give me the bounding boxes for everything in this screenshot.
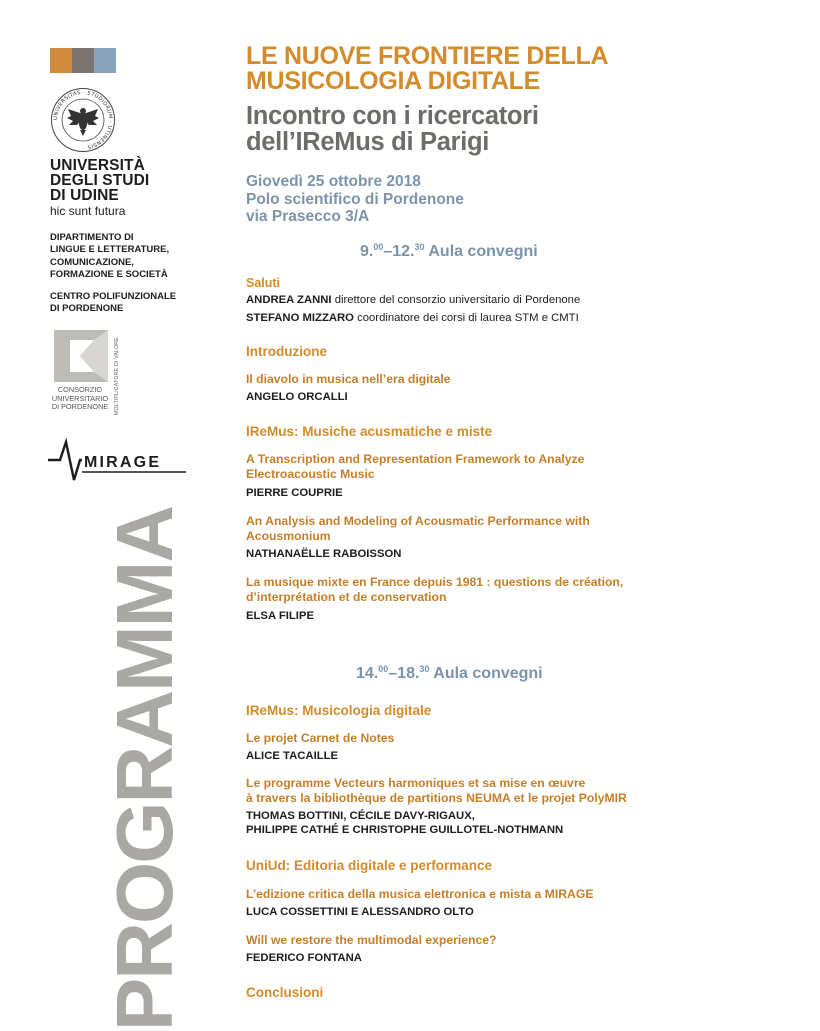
talk-speaker: LUCA COSSETTINI E ALESSANDRO OLTO — [246, 906, 474, 918]
morning-session-heading — [360, 242, 820, 261]
intro-heading: Introduzione — [246, 344, 327, 359]
department-name — [50, 232, 230, 281]
speaker-name: ANDREA ZANNI — [246, 294, 332, 306]
consorzio-line: UNIVERSITARIO — [51, 393, 109, 403]
mirage-logo-text: MIRAGE — [84, 454, 162, 471]
talk-speaker: ALICE TACAILLE — [246, 750, 339, 762]
uniud-heading: UniUd: Editoria digitale e performance — [246, 858, 493, 873]
iremus-digitale-heading: IReMus: Musicologia digitale — [246, 703, 432, 718]
talk-title: Il diavolo in musica nell’era digitale — [246, 372, 451, 386]
afternoon-end-minutes: 30 — [419, 664, 430, 674]
seal-text: UNIVERSITAS · STUDIORUM · UTINENSIS — [52, 89, 114, 150]
talk-speaker-line: PHILIPPE CATHÉ E CHRISTOPHE GUILLOTEL-NOTHMANN — [246, 824, 564, 836]
department-line: DIPARTIMENTO DI — [50, 232, 134, 243]
subtitle-line: Incontro con i ricercatori — [246, 102, 539, 130]
talk-title-line: La musique mixte en France depuis 1981 : questions de création, — [246, 575, 624, 589]
morning-start-minutes: 00 — [373, 242, 384, 252]
talk-title-line: A Transcription and Representation Framework to Analyze — [246, 452, 585, 466]
talk-title-line: An Analysis and Modeling of Acousmatic Performance with — [246, 514, 590, 528]
talk-title-line: d’interprétation et de conservation — [246, 589, 447, 604]
talk-title — [246, 776, 696, 805]
speaker-role: direttore del consorzio universitario di Pordenone — [331, 294, 581, 306]
title-line: MUSICOLOGIA DIGITALE — [246, 67, 540, 95]
saluti-heading: Saluti — [246, 276, 281, 290]
talk-title: Will we restore the multimodal experience? — [246, 933, 497, 947]
event-info — [246, 173, 706, 226]
page-subtitle — [246, 103, 706, 155]
department-line: FORMAZIONE E SOCIETÀ — [50, 268, 168, 280]
university-name — [50, 158, 230, 203]
talk-speakers — [246, 809, 706, 837]
talk-title-line: Le programme Vecteurs harmoniques et sa mise en œuvre — [246, 776, 586, 790]
morning-end-minutes: 30 — [414, 242, 425, 252]
talk-speaker: NATHANAËLLE RABOISSON — [246, 548, 402, 560]
conclusioni-heading: Conclusioni — [246, 985, 324, 1000]
university-name-line: DEGLI STUDI — [50, 172, 150, 189]
talk-title-line: Electroacoustic Music — [246, 466, 375, 481]
afternoon-start: 14. — [356, 665, 379, 682]
department-line: LINGUE E LETTERATURE, — [50, 244, 170, 256]
talk-speaker-line: THOMAS BOTTINI, CÉCILE DAVY-RIGAUX, — [246, 810, 475, 822]
page-title — [246, 44, 706, 94]
university-motto: hic sunt futura — [50, 204, 126, 218]
subtitle-line: dell’IReMus di Parigi — [246, 128, 490, 156]
centre-line: CENTRO POLIFUNZIONALE — [50, 291, 177, 302]
color-bar-orange — [50, 48, 72, 73]
morning-dash: –12. — [383, 243, 415, 260]
centre-name — [50, 291, 230, 316]
morning-start: 9. — [360, 243, 374, 260]
color-bar-grey — [72, 48, 94, 73]
morning-room: Aula convegni — [424, 243, 538, 260]
consorzio-tagline: MOLTIPLICATORE DI VALORE — [114, 337, 120, 415]
event-date: Giovedì 25 ottobre 2018 — [246, 173, 421, 190]
programma-word: PROGRAMMA — [100, 506, 189, 1031]
consorzio-name — [50, 386, 110, 412]
consorzio-line: CONSORZIO — [57, 385, 103, 394]
speaker-line — [246, 293, 706, 307]
talk-title — [246, 514, 696, 543]
university-name-line: DI UDINE — [50, 187, 119, 204]
speaker-line — [246, 311, 706, 325]
talk-title — [246, 575, 696, 604]
talk-title-line: à travers la bibliothèque de partitions NEUMA et le projet PolyMIR — [246, 790, 627, 805]
talk-title-line: Acousmonium — [246, 528, 331, 543]
title-line: LE NUOVE FRONTIERE DELLA — [246, 42, 609, 70]
color-bar-blue — [94, 48, 116, 73]
afternoon-room: Aula convegni — [429, 665, 543, 682]
speaker-role: coordinatore dei corsi di laurea STM e CMTI — [353, 312, 579, 324]
afternoon-session-heading — [356, 664, 816, 683]
centre-line: DI PORDENONE — [50, 303, 124, 315]
talk-speaker: FEDERICO FONTANA — [246, 952, 362, 964]
afternoon-dash: –18. — [388, 665, 420, 682]
university-seal-icon — [50, 87, 116, 153]
iremus-acusmatiche-heading: IReMus: Musiche acusmatiche e miste — [246, 424, 493, 439]
talk-speaker: ELSA FILIPE — [246, 610, 314, 622]
speaker-name: STEFANO MIZZARO — [246, 312, 354, 324]
mirage-logo — [48, 438, 188, 484]
afternoon-start-minutes: 00 — [378, 664, 389, 674]
programma-vertical — [100, 506, 189, 1031]
talk-title — [246, 452, 696, 481]
event-address: via Prasecco 3/A — [246, 208, 370, 225]
event-venue: Polo scientifico di Pordenone — [246, 190, 464, 208]
color-bars — [50, 48, 116, 73]
talk-speaker: ANGELO ORCALLI — [246, 391, 348, 403]
talk-title: L’edizione critica della musica elettronica e mista a MIRAGE — [246, 887, 594, 901]
consorzio-line: DI PORDENONE — [51, 402, 109, 411]
department-line: COMUNICAZIONE, — [50, 256, 134, 268]
university-name-line: UNIVERSITÀ — [50, 157, 145, 174]
talk-title: Le projet Carnet de Notes — [246, 731, 395, 745]
talk-speaker: PIERRE COUPRIE — [246, 487, 343, 499]
